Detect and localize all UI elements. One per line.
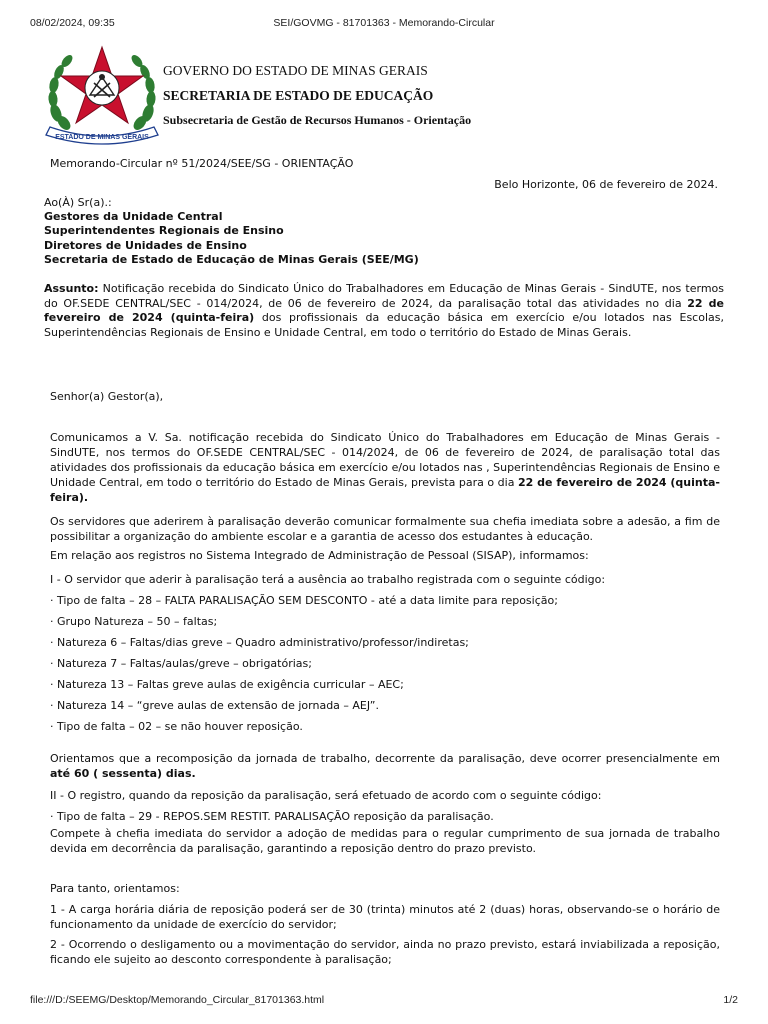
section-2 (50, 785, 720, 827)
crest-banner-text: ESTADO DE MINAS GERAIS (55, 134, 149, 141)
list-item: · Natureza 13 – Faltas greve aulas de exigência curricular – AEC; (50, 678, 404, 691)
section-1-title: I - O servidor que aderir à paralisação terá a ausência ao trabalho registrada com o seguinte código: (50, 573, 606, 586)
print-title: SEI/GOVMG - 81701363 - Memorando-Circular (273, 17, 495, 29)
subject-text-b: dos profissionais da educação básica em exercício e/ou lotados nas Escolas, Superintendências Regionais de Ensino e Unidade Central, em todo o território do Estado de Minas Gerais. (44, 311, 724, 339)
greeting: Senhor(a) Gestor(a), (50, 390, 164, 403)
subject-bold: 22 de fevereiro de 2024 (quinta-feira) (44, 296, 724, 325)
list-item: · Grupo Natureza – 50 – faltas; (50, 615, 218, 628)
paragraph-1 (50, 430, 720, 505)
list-item: · Tipo de falta – 28 – FALTA PARALISAÇÃO SEM DESCONTO - até a data limite para reposição; (50, 594, 558, 607)
section-1 (50, 569, 720, 737)
para4-text: Orientamos que a recomposição da jornada de trabalho, decorrente da paralisação, deve ocorrer presencialmente em (50, 752, 720, 765)
list-item: · Natureza 7 – Faltas/aulas/greve – obrigatórias; (50, 657, 312, 670)
org-secretariat: SECRETARIA DE ESTADO DE EDUCAÇÃO (163, 88, 434, 103)
subject-label: Assunto: (44, 282, 99, 295)
place-date: Belo Horizonte, 06 de fevereiro de 2024. (494, 178, 718, 191)
recipient-item: Diretores de Unidades de Ensino (44, 238, 247, 252)
recipient-item: Secretaria de Estado de Educação de Minas Gerais (SEE/MG) (44, 252, 419, 266)
list-item: · Tipo de falta – 02 – se não houver reposição. (50, 720, 303, 733)
paragraph-6: Para tanto, orientamos: (50, 882, 180, 895)
list-item: · Natureza 6 – Faltas/dias greve – Quadro administrativo/professor/indiretas; (50, 636, 469, 649)
para1-bold: 22 de fevereiro de 2024 (quinta-feira). (50, 476, 720, 504)
para4-bold: até 60 ( sessenta) dias. (50, 767, 196, 780)
memo-number: Memorando-Circular nº 51/2024/SEE/SG - ORIENTAÇÃO (50, 157, 354, 170)
orientation-2: 2 - Ocorrendo o desligamento ou a movimentação do servidor, ainda no prazo previsto, estará inviabilizada a reposição, ficando ele sujeito ao desconto correspondente à paralisação; (50, 938, 720, 966)
laurel-right (129, 53, 156, 132)
subject (44, 282, 724, 340)
para1-text: Comunicamos a V. Sa. notificação recebida do Sindicato Único do Trabalhadores em Educação de Minas Gerais - SindUTE, nos termos do OF.SEDE CENTRAL/SEC - 014/2024, de 06 de fevereiro de 2024, de paralisação total das atividades dos profissionais da educação básica em exercício e/ou lotados nas , Superintendências Regionais de Ensino e Unidade Central, em todo o território do Estado de Minas Gerais, prevista para o dia (50, 431, 720, 489)
print-footer (30, 994, 738, 1008)
print-page-number: 1/2 (723, 994, 738, 1006)
recipients-salutation: Ao(À) Sr(a).: (44, 196, 112, 209)
list-item: · Natureza 14 – “greve aulas de extensão de jornada – AEJ”. (50, 699, 379, 712)
print-datetime: 08/02/2024, 09:35 (30, 17, 115, 29)
paragraph-4 (50, 751, 720, 781)
org-subsecretariat: Subsecretaria de Gestão de Recursos Humanos - Orientação (163, 113, 472, 127)
coat-of-arms-icon (42, 43, 162, 148)
list-item: · Tipo de falta – 29 - REPOS.SEM RESTIT. PARALISAÇÃO reposição da paralisação. (50, 810, 494, 823)
laurel-left (48, 53, 75, 132)
recipient-item: Gestores da Unidade Central (44, 210, 223, 224)
print-header (30, 17, 738, 31)
paragraph-2: Os servidores que aderirem à paralisação deverão comunicar formalmente sua chefia imediata sobre a adesão, a fim de possibilitar a organização do ambiente escolar e a garantia de acesso dos estudantes à educação. (50, 515, 720, 543)
orientation-1: 1 - A carga horária diária de reposição poderá ser de 30 (trinta) minutos até 2 (duas) horas, observando-se o horário de funcionamento da unidade de exercício do servidor; (50, 903, 720, 931)
paragraph-3: Em relação aos registros no Sistema Integrado de Administração de Pessoal (SISAP), informamos: (50, 549, 589, 562)
subject-text-a: Notificação recebida do Sindicato Único do Trabalhadores em Educação de Minas Gerais - SindUTE, nos termos do OF.SEDE CENTRAL/SEC - 014/2024, de 06 de fevereiro de 2024, da paralisação total das atividades no dia (44, 282, 724, 310)
recipient-item: Superintendentes Regionais de Ensino (44, 224, 284, 238)
section-2-title: II - O registro, quando da reposição da paralisação, será efetuado de acordo com o seguinte código: (50, 789, 602, 802)
recipients (44, 196, 419, 267)
print-file-path: file:///D:/SEEMG/Desktop/Memorando_Circular_81701363.html (30, 994, 325, 1006)
org-government: GOVERNO DO ESTADO DE MINAS GERAIS (163, 63, 428, 78)
paragraph-5: Compete à chefia imediata do servidor a adoção de medidas para o regular cumprimento de sua jornada de trabalho devida em decorrência da paralisação, garantindo a reposição dentro do prazo previsto. (50, 827, 720, 855)
